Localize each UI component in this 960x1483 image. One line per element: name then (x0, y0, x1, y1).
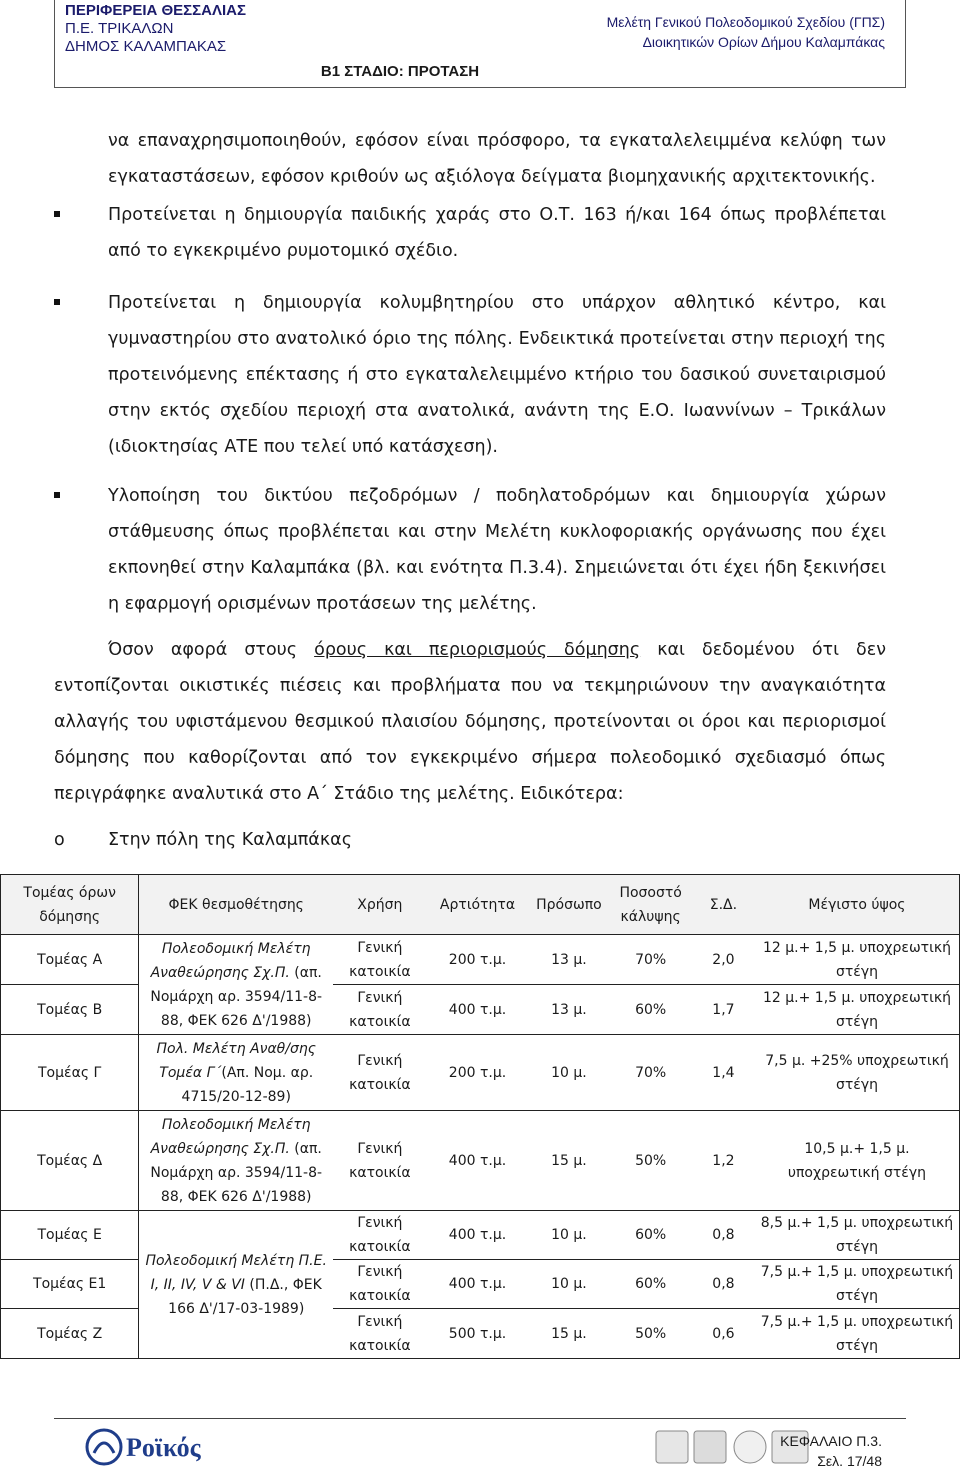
logo-text: Ροϊκός (126, 1433, 201, 1462)
col-header-fek: ΦΕΚ θεσμοθέτησης (139, 875, 333, 935)
cell-sd: 1,7 (692, 985, 755, 1035)
table-row (1, 1035, 960, 1111)
cell-use: Γενική κατοικία (333, 935, 426, 985)
bullet-item (108, 478, 886, 622)
building-terms-table (0, 874, 960, 1359)
fek-title: Πολεοδομική Μελέτη Αναθεώρησης Σχ.Π. (150, 940, 311, 981)
cell-height: 7,5 μ.+ 1,5 μ. υποχρεωτική στέγη (755, 1260, 960, 1309)
cell-area: 400 τ.μ. (427, 1260, 529, 1309)
fek-title: Πολεοδομική Μελέτη Π.Ε. Ι, ΙΙ, ΙV, V & VI (145, 1252, 327, 1293)
fek-detail: (απ. Νομάρχη αρ. 3594/11-8-88, ΦΕΚ 626 Δ'/1988) (150, 1140, 323, 1205)
cell-use: Γενική κατοικία (333, 1260, 426, 1309)
bullet-square-icon (54, 492, 60, 498)
cell-sector: Τομέας Ζ (1, 1309, 139, 1359)
cell-sector: Τομέας Α (1, 935, 139, 985)
bullet-square-icon (54, 211, 60, 217)
cell-coverage: 60% (609, 1211, 692, 1260)
table-header-row (1, 875, 960, 935)
cell-front: 13 μ. (528, 935, 609, 985)
cell-sd: 0,8 (692, 1260, 755, 1309)
cell-sd: 0,6 (712, 1325, 735, 1342)
bullet-text: Προτείνεται η δημιουργία παιδικής χαράς στο Ο.Τ. 163 ή/και 164 όπως προβλέπεται από το εγκεκριμένο ρυμοτομικό σχέδιο. (108, 205, 886, 261)
cell-front: 15 μ. (528, 1111, 609, 1211)
cell-fek (139, 1211, 333, 1359)
cell-sd: 1,4 (692, 1035, 755, 1111)
cell-height: 8,5 μ.+ 1,5 μ. υποχρεωτική στέγη (755, 1211, 960, 1260)
fek-title: Πολ. Μελέτη Αναθ/σης Τομέα Γ΄ (156, 1040, 316, 1081)
col-header-height: Μέγιστο ύψος (755, 875, 960, 935)
header-right (607, 12, 885, 52)
header-study-subtitle: Διοικητικών Ορίων Δήμου Καλαμπάκας (642, 34, 885, 50)
cell-area: 500 τ.μ. (448, 1325, 507, 1342)
para-rest: και δεδομένου ότι δεν εντοπίζονται οικιστικές πιέσεις και προβλήματα που να τεκμηριώνουν την αναγκαιότητα αλλαγής του υφιστάμενου θεσμικού πλαισίου δόμησης, προτείνονται οι όροι και περιορισμοί δόμησης που καθορίζονται από τον εγκεκριμένο σήμερα πολεοδομικό σχεδιασμό όπως περιγράφηκε αναλυτικά στο Α΄ Στάδιο της μελέτης. Ειδικότερα: (54, 640, 886, 804)
cell-coverage: 60% (609, 985, 692, 1035)
header-municipality: ΔΗΜΟΣ ΚΑΛΑΜΠΑΚΑΣ (65, 38, 227, 55)
cell-coverage: 60% (609, 1260, 692, 1309)
cell-area: 400 τ.μ. (427, 985, 529, 1035)
chapter-label: ΚΕΦΑΛΑΙΟ Π.3. (780, 1433, 882, 1449)
bullet-text: Προτείνεται η δημιουργία κολυμβητηρίου στο υπάρχον αθλητικό κέντρο, και γυμναστηρίου στο ανατολικό όριο της πόλης. Ενδεικτικά προτείνεται στην περιοχή της προτεινόμενης επέκτασης ή στο εγκαταλελειμμένο κτήριο του δασικού συνεταιρισμού στην εκτός σχεδίου περιοχή στα ανατολικά, ανάντη της Ε.Ο. Ιωαννίνων – Τρικάλων (ιδιοκτησίας ΑΤΕ που τελεί υπό κατάσχεση). (108, 293, 886, 457)
paragraph-intro: να επαναχρησιμοποιηθούν, εφόσον είναι πρόσφορο, τα εγκαταλελειμμένα κελύφη των εγκαταστάσεων, εφόσον κριθούν ως αξιόλογα δείγματα βιομηχανικής αρχιτεκτονικής. (108, 131, 886, 187)
page-number: Σελ. 17/48 (817, 1453, 882, 1469)
table-row (1, 1211, 960, 1260)
cell-sector: Τομέας Ε1 (1, 1260, 139, 1309)
footer-right (780, 1431, 882, 1471)
cell-front: 10 μ. (528, 1260, 609, 1309)
cell-height: 10,5 μ.+ 1,5 μ. υποχρεωτική στέγη (755, 1111, 960, 1211)
cell-coverage: 50% (609, 1111, 692, 1211)
cell-coverage: 70% (609, 1035, 692, 1111)
col-header-area: Αρτιότητα (427, 875, 529, 935)
cell-front: 15 μ. (551, 1325, 587, 1342)
para-start: Όσον αφορά στους (108, 640, 315, 660)
bullet-square-icon (54, 299, 60, 305)
col-header-front: Πρόσωπο (528, 875, 609, 935)
col-header-sd: Σ.Δ. (692, 875, 755, 935)
sub-list-text: Στην πόλη της Καλαμπάκας (108, 830, 352, 850)
bullet-text: Υλοποίηση του δικτύου πεζοδρόμων / ποδηλατοδρόμων και δημιουργία χώρων στάθμευσης όπως προβλέπεται και στην Μελέτη κυκλοφοριακής οργάνωσης που έχει εκπονηθεί στην Καλαμπάκα (βλ. και ενότητα Π.3.4). Σημειώνεται ότι έχει ήδη ξεκινήσει η εφαρμογή ορισμένων προτάσεων της μελέτης. (108, 486, 886, 614)
cell-front: 13 μ. (528, 985, 609, 1035)
col-header-coverage: Ποσοστό κάλυψης (609, 875, 692, 935)
cell-sd: 2,0 (692, 935, 755, 985)
bullet-item (108, 197, 886, 269)
roikos-logo (84, 1425, 234, 1469)
cell-area: 400 τ.μ. (427, 1211, 529, 1260)
page-footer (54, 1418, 906, 1473)
cell-height: 7,5 μ.+ 1,5 μ. υποχρεωτική στέγη (760, 1313, 954, 1354)
header-stage: Β1 ΣΤΑΔΙΟ: ΠΡΟΤΑΣΗ (320, 63, 480, 80)
cell-sector: Τομέας Ε (1, 1211, 139, 1260)
cell-use: Γενική κατοικία (333, 985, 426, 1035)
sub-list-item (54, 822, 352, 858)
cell-use: Γενική κατοικία (333, 1035, 426, 1111)
header-study-title: Μελέτη Γενικού Πολεοδομικού Σχεδίου (ΓΠΣ) (606, 14, 885, 30)
cell-coverage: 70% (609, 935, 692, 985)
col-header-use: Χρήση (333, 875, 426, 935)
cell-sector: Τομέας Γ (1, 1035, 139, 1111)
cell-fek (139, 1111, 333, 1211)
cell-height: 7,5 μ. +25% υποχρεωτική στέγη (755, 1035, 960, 1111)
fek-detail: (απ. Νομάρχη αρ. 3594/11-8-88, ΦΕΚ 626 Δ'/1988) (150, 964, 323, 1029)
cell-area: 400 τ.μ. (427, 1111, 529, 1211)
table-row (1, 1111, 960, 1211)
fek-title: Πολεοδομική Μελέτη Αναθεώρησης Σχ.Π. (150, 1116, 311, 1157)
cell-sector: Τομέας Δ (1, 1111, 139, 1211)
cell-fek (139, 1035, 333, 1111)
cell-sector: Τομέας Β (1, 985, 139, 1035)
table-row (1, 935, 960, 985)
paragraph-building-terms (54, 632, 886, 812)
header-left (65, 2, 246, 56)
cell-front: 10 μ. (528, 1211, 609, 1260)
cell-front: 10 μ. (528, 1035, 609, 1111)
cell-height: 12 μ.+ 1,5 μ. υποχρεωτική στέγη (755, 935, 960, 985)
sub-list-marker: o (54, 830, 65, 850)
cell-fek (139, 935, 333, 1035)
col-header-sector: Τομέας όρων δόμησης (1, 875, 139, 935)
cell-use: Γενική κατοικία (333, 1211, 426, 1260)
header-prefecture: Π.Ε. ΤΡΙΚΑΛΩΝ (65, 20, 174, 37)
cell-use: Γενική κατοικία (349, 1313, 411, 1354)
header-region: ΠΕΡΙΦΕΡΕΙΑ ΘΕΣΣΑΛΙΑΣ (65, 2, 247, 19)
fek-detail: (Π.Δ., ΦΕΚ 166 Δ'/17-03-1989) (168, 1276, 322, 1317)
cell-sd: 1,2 (692, 1111, 755, 1211)
building-terms-link: όρους και περιορισμούς δόμησης (314, 640, 641, 660)
fek-detail: (Απ. Νομ. αρ. 4715/20-12-89) (181, 1064, 314, 1105)
bullet-item (108, 285, 886, 465)
cell-height: 12 μ.+ 1,5 μ. υποχρεωτική στέγη (755, 985, 960, 1035)
cell-sd: 0,8 (692, 1211, 755, 1260)
page-header (54, 0, 906, 88)
cell-area: 200 τ.μ. (427, 935, 529, 985)
cell-area: 200 τ.μ. (427, 1035, 529, 1111)
cell-use: Γενική κατοικία (333, 1111, 426, 1211)
cell-coverage: 50% (635, 1325, 667, 1342)
